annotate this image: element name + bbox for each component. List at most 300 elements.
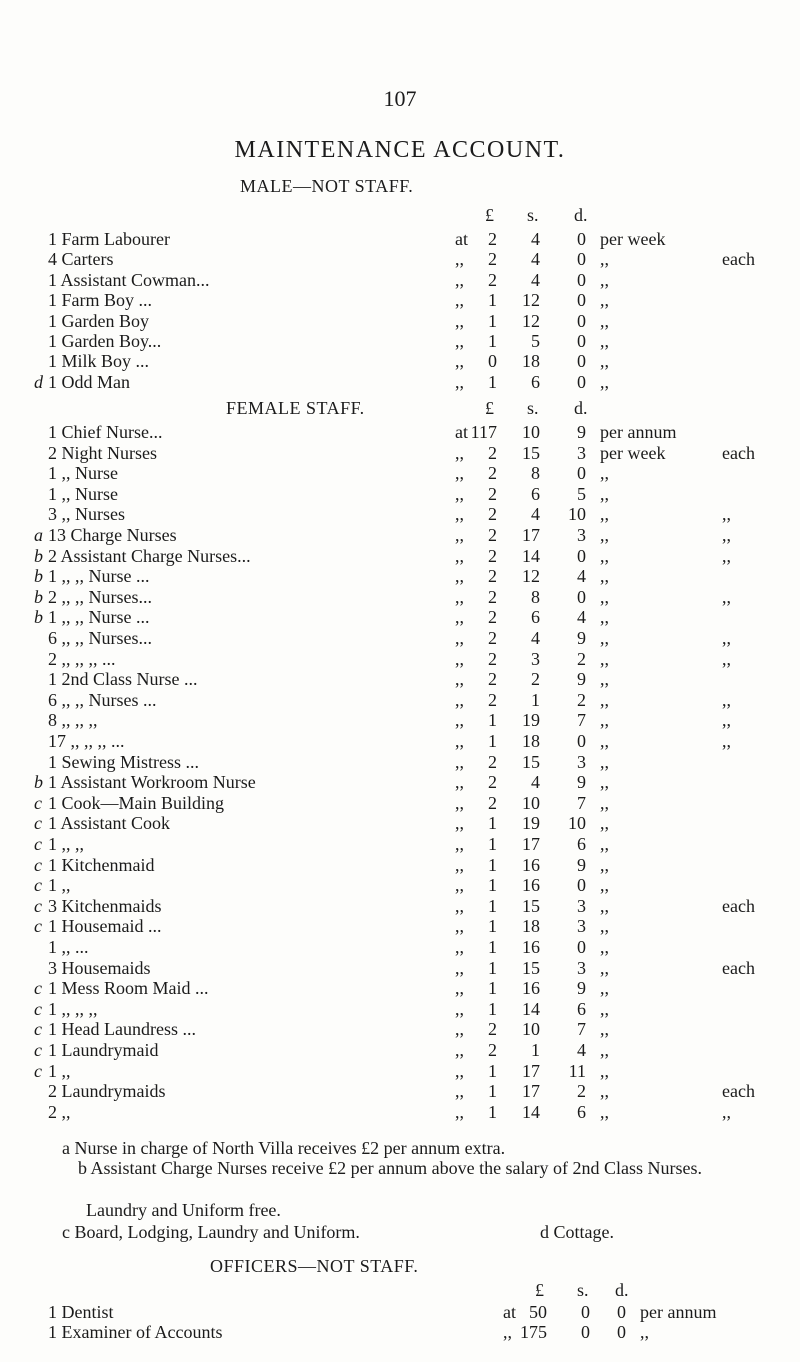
table-row xyxy=(0,330,800,352)
row-pence: 0 xyxy=(577,290,586,311)
row-mark: a xyxy=(34,525,43,545)
row-pounds: 2 xyxy=(488,269,497,290)
row-unit: ,, xyxy=(600,290,609,311)
row-pence: 4 xyxy=(577,566,586,587)
table-row xyxy=(0,751,800,773)
row-each: ,, xyxy=(722,545,731,566)
row-description: 1 Milk Boy ... xyxy=(48,351,150,372)
row-unit: ,, xyxy=(600,689,609,710)
row-pounds: 2 xyxy=(488,648,497,669)
row-description: 1 Farm Labourer xyxy=(48,229,170,249)
row-pence: 3 xyxy=(577,442,586,463)
row-shillings: 15 xyxy=(522,442,540,463)
row-shillings: 4 xyxy=(531,504,540,525)
table-row xyxy=(0,895,800,917)
row-description: 1 ,, Nurse xyxy=(48,463,118,484)
row-unit: ,, xyxy=(600,648,609,669)
row-rate-prefix: ,, xyxy=(455,792,464,813)
row-unit: ,, xyxy=(600,937,609,957)
table-row xyxy=(0,812,800,834)
row-unit: ,, xyxy=(600,249,609,270)
row-shillings: 15 xyxy=(522,895,540,916)
row-shillings: 16 xyxy=(522,937,540,957)
row-rate-prefix: ,, xyxy=(455,710,464,731)
row-unit: per annum xyxy=(600,422,677,442)
row-pence: 5 xyxy=(577,483,586,504)
table-row xyxy=(0,462,800,484)
row-description: 1 Assistant Workroom Nurse xyxy=(48,772,256,793)
table-row xyxy=(0,833,800,855)
row-description: 1 Cook—Main Building xyxy=(48,792,225,813)
row-description: 1 Kitchenmaid xyxy=(48,854,155,875)
row-pence: 0 xyxy=(577,351,586,372)
row-each: each xyxy=(722,957,755,978)
table-row xyxy=(0,1101,800,1123)
row-shillings: 0 xyxy=(581,1302,590,1322)
row-each: ,, xyxy=(722,586,731,607)
row-rate-prefix: ,, xyxy=(455,772,464,793)
row-pence: 0 xyxy=(577,463,586,484)
row-pence: 6 xyxy=(577,1101,586,1122)
table-row xyxy=(0,648,800,670)
row-pounds: 2 xyxy=(488,525,497,545)
table-row xyxy=(0,1321,800,1343)
row-pence: 0 xyxy=(577,229,586,249)
table-row xyxy=(0,771,800,793)
section-heading-male: MALE—NOT STAFF. xyxy=(240,176,414,196)
row-pounds: 1 xyxy=(488,978,497,999)
row-shillings: 6 xyxy=(531,607,540,628)
table-row xyxy=(0,915,800,937)
row-shillings: 2 xyxy=(531,669,540,690)
row-each: ,, xyxy=(722,1101,731,1122)
row-pounds: 2 xyxy=(488,689,497,710)
row-mark: b xyxy=(34,586,43,607)
row-rate-prefix: ,, xyxy=(455,916,464,937)
row-each: ,, xyxy=(722,504,731,525)
row-description: 1 Head Laundress ... xyxy=(48,1019,196,1040)
row-rate-prefix: ,, xyxy=(455,351,464,372)
row-unit: ,, xyxy=(600,1060,609,1081)
row-rate-prefix: ,, xyxy=(455,371,464,392)
row-unit: per annum xyxy=(640,1302,717,1322)
table-row xyxy=(0,565,800,587)
row-shillings: 4 xyxy=(531,772,540,793)
row-mark: c xyxy=(34,916,42,937)
row-pounds: 2 xyxy=(488,1019,497,1040)
row-pounds: 2 xyxy=(488,669,497,690)
table-row xyxy=(0,1060,800,1082)
row-rate-prefix: ,, xyxy=(503,1322,512,1343)
row-rate-prefix: ,, xyxy=(455,1081,464,1102)
row-shillings: 8 xyxy=(531,463,540,484)
row-pounds: 1 xyxy=(488,310,497,331)
row-unit: ,, xyxy=(600,834,609,854)
row-pence: 0 xyxy=(577,937,586,957)
row-mark: c xyxy=(34,998,42,1019)
row-mark: c xyxy=(34,1040,42,1060)
row-pence: 6 xyxy=(577,998,586,1019)
row-shillings: 16 xyxy=(522,978,540,999)
row-pence: 3 xyxy=(577,895,586,916)
row-description: 3 Kitchenmaids xyxy=(48,895,162,916)
row-pence: 0 xyxy=(617,1302,626,1322)
row-shillings: 17 xyxy=(522,1081,540,1102)
row-description: 1 Examiner of Accounts xyxy=(48,1322,223,1343)
pence-header: d. xyxy=(574,398,588,418)
row-unit: ,, xyxy=(600,351,609,372)
row-pounds: 2 xyxy=(488,229,497,249)
table-row xyxy=(0,792,800,814)
table-row xyxy=(0,874,800,896)
currency-header-officers xyxy=(0,1280,800,1302)
row-pounds: 1 xyxy=(488,937,497,957)
row-rate-prefix: at xyxy=(455,229,468,249)
row-shillings: 3 xyxy=(531,648,540,669)
row-each: each xyxy=(722,1081,755,1102)
row-rate-prefix: ,, xyxy=(455,895,464,916)
row-shillings: 6 xyxy=(531,371,540,392)
pounds-header: £ xyxy=(535,1280,544,1300)
row-description: 1 2nd Class Nurse ... xyxy=(48,669,198,690)
row-description: 3 ,, Nurses xyxy=(48,504,125,525)
footnote-c: c Board, Lodging, Laundry and Uniform. xyxy=(62,1222,360,1242)
row-pounds: 2 xyxy=(488,483,497,504)
row-rate-prefix: ,, xyxy=(455,463,464,484)
row-rate-prefix: ,, xyxy=(455,545,464,566)
row-description: 1 Sewing Mistress ... xyxy=(48,751,200,772)
row-unit: ,, xyxy=(600,710,609,731)
row-pence: 0 xyxy=(577,371,586,392)
row-pounds: 2 xyxy=(488,442,497,463)
row-description: 1 Dentist xyxy=(48,1302,114,1322)
row-mark: c xyxy=(34,792,42,813)
row-rate-prefix: ,, xyxy=(455,1019,464,1040)
table-row xyxy=(0,936,800,958)
row-shillings: 18 xyxy=(522,916,540,937)
row-unit: per week xyxy=(600,229,666,249)
row-mark: c xyxy=(34,854,42,875)
row-unit: ,, xyxy=(600,978,609,999)
shillings-header: s. xyxy=(577,1280,589,1300)
row-description: 2 ,, ,, ,, ... xyxy=(48,648,116,669)
row-description: 1 Farm Boy ... xyxy=(48,290,153,311)
row-unit: ,, xyxy=(600,371,609,392)
table-row xyxy=(0,310,800,332)
row-pounds: 175 xyxy=(520,1322,547,1343)
row-rate-prefix: ,, xyxy=(455,310,464,331)
row-shillings: 18 xyxy=(522,351,540,372)
row-unit: ,, xyxy=(600,269,609,290)
row-unit: ,, xyxy=(600,669,609,690)
footnote-a: a Nurse in charge of North Villa receives £2 per annum extra. xyxy=(62,1138,506,1158)
row-description: 1 Laundrymaid xyxy=(48,1040,159,1060)
row-description: 1 Housemaid ... xyxy=(48,916,162,937)
row-shillings: 0 xyxy=(581,1322,590,1343)
row-pounds: 1 xyxy=(488,731,497,751)
row-rate-prefix: ,, xyxy=(455,269,464,290)
row-mark: b xyxy=(34,566,43,587)
row-unit: ,, xyxy=(600,792,609,813)
row-rate-prefix: ,, xyxy=(455,998,464,1019)
row-pounds: 1 xyxy=(488,916,497,937)
row-shillings: 6 xyxy=(531,483,540,504)
currency-header-female xyxy=(0,398,800,420)
row-rate-prefix: ,, xyxy=(455,854,464,875)
table-row xyxy=(0,545,800,567)
row-pounds: 1 xyxy=(488,834,497,854)
row-unit: ,, xyxy=(600,916,609,937)
table-row xyxy=(0,689,800,711)
row-unit: ,, xyxy=(600,957,609,978)
row-each: each xyxy=(722,895,755,916)
row-pounds: 1 xyxy=(488,957,497,978)
row-description: 1 ,, ... xyxy=(48,937,89,957)
row-each: ,, xyxy=(722,628,731,648)
row-shillings: 12 xyxy=(522,566,540,587)
row-rate-prefix: ,, xyxy=(455,331,464,351)
row-pence: 0 xyxy=(577,269,586,290)
row-pounds: 1 xyxy=(488,875,497,896)
row-rate-prefix: ,, xyxy=(455,978,464,999)
row-description: 1 ,, ,, xyxy=(48,834,84,854)
row-pounds: 1 xyxy=(488,854,497,875)
row-description: 1 Assistant Cowman... xyxy=(48,269,210,290)
row-unit: per week xyxy=(600,442,666,463)
row-each: ,, xyxy=(722,710,731,731)
row-unit: ,, xyxy=(600,1081,609,1102)
row-pounds: 2 xyxy=(488,586,497,607)
footnote-b: b Assistant Charge Nurses receive £2 per annum above the salary of 2nd Class Nurses. xyxy=(78,1158,703,1178)
row-unit: ,, xyxy=(600,731,609,751)
row-pence: 9 xyxy=(577,772,586,793)
row-shillings: 14 xyxy=(522,1101,540,1122)
row-description: 4 Carters xyxy=(48,249,114,270)
row-rate-prefix: ,, xyxy=(455,937,464,957)
row-pence: 3 xyxy=(577,525,586,545)
row-pounds: 1 xyxy=(488,331,497,351)
row-pence: 3 xyxy=(577,957,586,978)
row-pounds: 2 xyxy=(488,607,497,628)
row-rate-prefix: ,, xyxy=(455,483,464,504)
row-description: 2 ,, xyxy=(48,1101,71,1122)
row-pence: 2 xyxy=(577,648,586,669)
row-shillings: 1 xyxy=(531,689,540,710)
row-unit: ,, xyxy=(600,310,609,331)
row-pence: 9 xyxy=(577,669,586,690)
row-rate-prefix: ,, xyxy=(455,525,464,545)
row-pounds: 50 xyxy=(529,1302,547,1322)
row-pence: 0 xyxy=(577,875,586,896)
row-pence: 9 xyxy=(577,978,586,999)
row-rate-prefix: ,, xyxy=(455,834,464,854)
row-pence: 11 xyxy=(568,1060,586,1081)
row-unit: ,, xyxy=(600,895,609,916)
row-mark: c xyxy=(34,1019,42,1040)
page-number: 107 xyxy=(383,86,417,111)
row-rate-prefix: ,, xyxy=(455,1040,464,1060)
row-pounds: 0 xyxy=(488,351,497,372)
table-row xyxy=(0,269,800,291)
pounds-header: £ xyxy=(485,205,494,225)
row-each: each xyxy=(722,442,755,463)
row-pence: 7 xyxy=(577,710,586,731)
row-rate-prefix: ,, xyxy=(455,628,464,648)
row-unit: ,, xyxy=(600,607,609,628)
row-unit: ,, xyxy=(600,751,609,772)
row-description: 3 Housemaids xyxy=(48,957,151,978)
row-pence: 4 xyxy=(577,607,586,628)
row-description: 6 ,, ,, Nurses... xyxy=(48,628,152,648)
row-pounds: 1 xyxy=(488,998,497,1019)
row-unit: ,, xyxy=(600,875,609,896)
shillings-header: s. xyxy=(527,398,539,418)
row-pounds: 2 xyxy=(488,545,497,566)
row-rate-prefix: ,, xyxy=(455,689,464,710)
row-each: ,, xyxy=(722,689,731,710)
row-mark: c xyxy=(34,978,42,999)
table-row xyxy=(0,586,800,608)
row-pounds: 1 xyxy=(488,1101,497,1122)
row-shillings: 4 xyxy=(531,628,540,648)
row-rate-prefix: ,, xyxy=(455,504,464,525)
row-rate-prefix: ,, xyxy=(455,1101,464,1122)
table-row xyxy=(0,228,800,250)
table-row xyxy=(0,627,800,649)
row-mark: d xyxy=(34,371,43,392)
row-description: 1 Garden Boy... xyxy=(48,331,162,351)
row-unit: ,, xyxy=(600,331,609,351)
table-row xyxy=(0,503,800,525)
row-rate-prefix: ,, xyxy=(455,290,464,311)
row-shillings: 17 xyxy=(522,525,540,545)
row-pence: 0 xyxy=(577,731,586,751)
row-description: 1 ,, xyxy=(48,875,71,896)
row-pounds: 1 xyxy=(488,1081,497,1102)
row-pence: 9 xyxy=(577,422,586,442)
row-shillings: 1 xyxy=(531,1040,540,1060)
row-pence: 10 xyxy=(568,813,586,834)
row-rate-prefix: ,, xyxy=(455,669,464,690)
row-pence: 2 xyxy=(577,1081,586,1102)
row-shillings: 10 xyxy=(522,792,540,813)
row-pounds: 1 xyxy=(488,371,497,392)
row-shillings: 8 xyxy=(531,586,540,607)
table-row xyxy=(0,350,800,372)
row-description: 2 Assistant Charge Nurses... xyxy=(48,545,251,566)
row-pounds: 2 xyxy=(488,249,497,270)
row-pence: 0 xyxy=(617,1322,626,1343)
table-row xyxy=(0,421,800,443)
row-shillings: 19 xyxy=(522,710,540,731)
row-rate-prefix: ,, xyxy=(455,648,464,669)
row-shillings: 12 xyxy=(522,310,540,331)
row-pounds: 2 xyxy=(488,566,497,587)
row-pence: 0 xyxy=(577,331,586,351)
row-shillings: 17 xyxy=(522,1060,540,1081)
row-description: 1 Mess Room Maid ... xyxy=(48,978,209,999)
row-shillings: 14 xyxy=(522,545,540,566)
row-pence: 10 xyxy=(568,504,586,525)
row-each: each xyxy=(722,249,755,270)
row-shillings: 14 xyxy=(522,998,540,1019)
row-description: 1 Assistant Cook xyxy=(48,813,171,834)
row-pence: 7 xyxy=(577,792,586,813)
row-unit: ,, xyxy=(600,854,609,875)
table-row xyxy=(0,1080,800,1102)
shillings-header: s. xyxy=(527,205,539,225)
row-pence: 3 xyxy=(577,751,586,772)
row-each: ,, xyxy=(722,525,731,545)
row-description: 8 ,, ,, ,, xyxy=(48,710,98,731)
row-mark: b xyxy=(34,607,43,628)
row-pounds: 1 xyxy=(488,710,497,731)
row-mark: c xyxy=(34,895,42,916)
table-row xyxy=(0,524,800,546)
table-row xyxy=(0,977,800,999)
row-pounds: 2 xyxy=(488,628,497,648)
row-shillings: 15 xyxy=(522,957,540,978)
pence-header: d. xyxy=(574,205,588,225)
table-row xyxy=(0,957,800,979)
row-shillings: 15 xyxy=(522,751,540,772)
row-rate-prefix: ,, xyxy=(455,875,464,896)
row-description: 6 ,, ,, Nurses ... xyxy=(48,689,157,710)
row-pounds: 117 xyxy=(470,422,497,442)
row-pounds: 2 xyxy=(488,772,497,793)
row-description: 1 ,, Nurse xyxy=(48,483,118,504)
table-row xyxy=(0,730,800,752)
row-pounds: 1 xyxy=(488,1060,497,1081)
row-rate-prefix: at xyxy=(455,422,468,442)
row-unit: ,, xyxy=(600,1040,609,1060)
row-description: 13 Charge Nurses xyxy=(48,525,177,545)
row-unit: ,, xyxy=(600,628,609,648)
row-pounds: 2 xyxy=(488,751,497,772)
row-pence: 0 xyxy=(577,586,586,607)
row-rate-prefix: ,, xyxy=(455,813,464,834)
row-description: 1 ,, ,, Nurse ... xyxy=(48,607,150,628)
row-shillings: 4 xyxy=(531,229,540,249)
row-description: 1 Chief Nurse... xyxy=(48,422,163,442)
table-row xyxy=(0,709,800,731)
row-shillings: 16 xyxy=(522,875,540,896)
row-rate-prefix: ,, xyxy=(455,751,464,772)
row-shillings: 18 xyxy=(522,731,540,751)
row-pence: 0 xyxy=(577,310,586,331)
row-unit: ,, xyxy=(600,504,609,525)
footnote-laundry: Laundry and Uniform free. xyxy=(86,1200,281,1220)
currency-header-male xyxy=(0,205,800,227)
table-row xyxy=(0,1301,800,1323)
table-row xyxy=(0,854,800,876)
row-mark: c xyxy=(34,813,42,834)
row-shillings: 4 xyxy=(531,269,540,290)
row-unit: ,, xyxy=(600,998,609,1019)
row-unit: ,, xyxy=(600,1019,609,1040)
row-description: 2 Laundrymaids xyxy=(48,1081,166,1102)
row-unit: ,, xyxy=(600,586,609,607)
row-description: 17 ,, ,, ,, ... xyxy=(48,731,125,751)
row-pounds: 2 xyxy=(488,504,497,525)
table-row xyxy=(0,289,800,311)
table-row xyxy=(0,371,800,393)
row-shillings: 19 xyxy=(522,813,540,834)
row-pence: 3 xyxy=(577,916,586,937)
table-row xyxy=(0,248,800,270)
row-rate-prefix: ,, xyxy=(455,731,464,751)
row-unit: ,, xyxy=(600,813,609,834)
